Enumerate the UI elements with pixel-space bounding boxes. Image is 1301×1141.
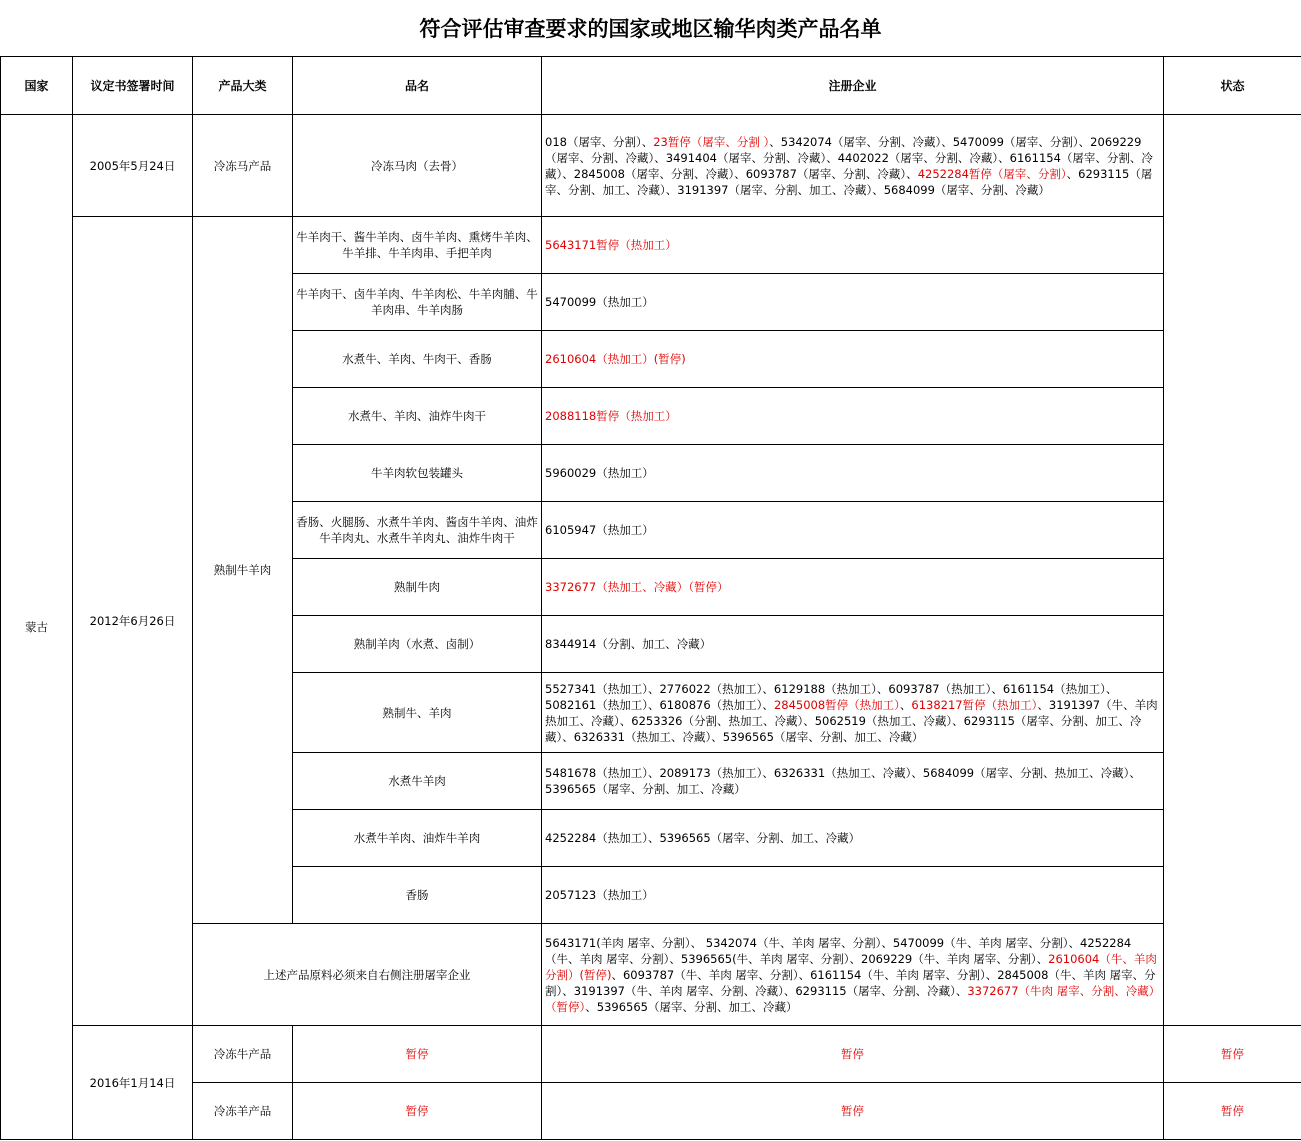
enterprise-text: 8344914（分割、加工、冷藏） bbox=[545, 637, 712, 651]
product-cell: 香肠、火腿肠、水煮牛羊肉、酱卤牛羊肉、油炸牛羊肉丸、水煮牛羊肉丸、油炸牛肉干 bbox=[293, 502, 542, 559]
enterprises-cell bbox=[542, 331, 1164, 388]
paused-enterprise-text: 2088118暂停（热加工） bbox=[545, 409, 677, 423]
table-row bbox=[1, 217, 1301, 274]
product-cell: 牛羊肉软包装罐头 bbox=[293, 445, 542, 502]
paused-enterprise-text: 23暂停（屠宰、分割 ） bbox=[653, 134, 770, 149]
table-header-row bbox=[1, 57, 1301, 115]
enterprise-text: 5470099（热加工） bbox=[545, 295, 654, 309]
paused-enterprise-text: 2610604（牛、羊肉 分割）(暂停) bbox=[545, 951, 1157, 982]
enterprise-text: 5960029（热加工） bbox=[545, 466, 654, 480]
enterprise-text: 5527341（热加工）、2776022（热加工）、6129188（热加工）、6093787（热加工）、6161154（热加工）、5082161（热加工）、6180876（热加工）、 bbox=[545, 681, 1118, 712]
product-cell: 暂停 bbox=[293, 1026, 542, 1083]
enterprise-text: 、6093787（牛、羊肉 屠宰、分割）、6161154（牛、羊肉 屠宰、分割）、2845008（牛、羊肉 屠宰、分割）、3191397（牛、羊肉 屠宰、分割、冷藏）、6293115（屠宰、分割、冷藏）、 bbox=[545, 967, 1156, 998]
category-cell: 冷冻马产品 bbox=[193, 115, 293, 217]
page-title: 符合评估审查要求的国家或地区输华肉类产品名单 bbox=[0, 0, 1301, 57]
table-row bbox=[1, 1083, 1301, 1140]
enterprises-cell bbox=[542, 673, 1164, 753]
status-cell: 暂停 bbox=[1164, 1083, 1301, 1140]
paused-enterprise-text: 2610604（热加工）(暂停) bbox=[545, 352, 686, 366]
enterprises-cell bbox=[542, 924, 1164, 1026]
enterprise-text: 、3191397（牛、羊肉 热加工、冷藏）、6253326（分割、热加工、冷藏）、5062519（热加工、冷藏）、6293115（屠宰、分割、加工、冷藏）、6326331（热加工、冷藏）、5396565（屠宰、分割、加工、冷藏） bbox=[545, 697, 1158, 744]
header-category: 产品大类 bbox=[193, 57, 293, 115]
header-status: 状态 bbox=[1164, 57, 1301, 115]
table-row bbox=[1, 1026, 1301, 1083]
signed-date-cell: 2012年6月26日 bbox=[73, 217, 193, 1026]
enterprise-text: 、6293115（屠宰、分割、加工、冷藏）、3191397（屠宰、分割、加工、冷藏）、5684099（屠宰、分割、冷藏） bbox=[545, 166, 1153, 197]
raw-material-label: 上述产品原料必须来自右侧注册屠宰企业 bbox=[193, 924, 542, 1026]
enterprise-text: 5643171(羊肉 屠宰、分割）、 5342074（牛、羊肉 屠宰、分割）、5470099（牛、羊肉 屠宰、分割）、4252284（牛、羊肉 屠宰、分割）、5396565(牛、羊肉 屠宰、分割）、2069229（牛、羊肉 屠宰、分割）、 bbox=[545, 935, 1132, 966]
product-cell: 暂停 bbox=[293, 1083, 542, 1140]
paused-enterprise-text: 4252284暂停（屠宰、分割） bbox=[917, 166, 1067, 181]
enterprises-cell bbox=[542, 217, 1164, 274]
enterprise-text: 、5396565（屠宰、分割、加工、冷藏） bbox=[585, 999, 798, 1014]
paused-enterprise-text: 3372677（牛肉 屠宰、分割、冷藏）（暂停） bbox=[545, 983, 1155, 1014]
paused-enterprise-text: 2845008暂停（热加工） bbox=[773, 697, 900, 712]
product-cell: 水煮牛、羊肉、油炸牛肉干 bbox=[293, 388, 542, 445]
product-cell: 牛羊肉干、酱牛羊肉、卤牛羊肉、熏烤牛羊肉、牛羊排、牛羊肉串、手把羊肉 bbox=[293, 217, 542, 274]
product-cell: 水煮牛羊肉 bbox=[293, 753, 542, 810]
status-cell: 暂停 bbox=[1164, 1026, 1301, 1083]
header-signed-date: 议定书签署时间 bbox=[73, 57, 193, 115]
enterprises-cell bbox=[542, 388, 1164, 445]
product-cell: 熟制牛、羊肉 bbox=[293, 673, 542, 753]
enterprises-cell: 暂停 bbox=[542, 1026, 1164, 1083]
enterprises-cell bbox=[542, 616, 1164, 673]
enterprises-cell: 暂停 bbox=[542, 1083, 1164, 1140]
enterprises-cell bbox=[542, 274, 1164, 331]
enterprise-text: 018（屠宰、分割）、 bbox=[545, 134, 654, 149]
header-enterprises: 注册企业 bbox=[542, 57, 1164, 115]
header-country: 国家 bbox=[1, 57, 73, 115]
product-cell: 熟制羊肉（水煮、卤制） bbox=[293, 616, 542, 673]
enterprise-text: 5481678（热加工）、2089173（热加工）、6326331（热加工、冷藏）、5684099（屠宰、分割、热加工、冷藏）、5396565（屠宰、分割、加工、冷藏） bbox=[545, 766, 1141, 796]
enterprise-text: 、 bbox=[899, 697, 912, 712]
enterprises-cell bbox=[542, 115, 1164, 217]
product-cell: 牛羊肉干、卤牛羊肉、牛羊肉松、牛羊肉脯、牛羊肉串、牛羊肉肠 bbox=[293, 274, 542, 331]
category-cell: 冷冻羊产品 bbox=[193, 1083, 293, 1140]
enterprise-text: 6105947（热加工） bbox=[545, 523, 654, 537]
enterprises-cell bbox=[542, 559, 1164, 616]
enterprises-cell bbox=[542, 502, 1164, 559]
table-row bbox=[1, 115, 1301, 217]
product-list-table bbox=[0, 56, 1301, 1140]
enterprise-text: 4252284（热加工）、5396565（屠宰、分割、加工、冷藏） bbox=[545, 831, 861, 845]
enterprises-cell bbox=[542, 753, 1164, 810]
paused-enterprise-text: 3372677（热加工、冷藏）（暂停） bbox=[545, 580, 729, 594]
category-cell: 冷冻牛产品 bbox=[193, 1026, 293, 1083]
enterprises-cell bbox=[542, 445, 1164, 502]
signed-date-cell: 2005年5月24日 bbox=[73, 115, 193, 217]
category-cell: 熟制牛羊肉 bbox=[193, 217, 293, 924]
status-cell bbox=[1164, 115, 1301, 1026]
product-cell: 熟制牛肉 bbox=[293, 559, 542, 616]
enterprises-cell bbox=[542, 867, 1164, 924]
enterprises-cell bbox=[542, 810, 1164, 867]
country-cell: 蒙古 bbox=[1, 115, 73, 1140]
product-cell: 冷冻马肉（去骨） bbox=[293, 115, 542, 217]
enterprise-text: 、5342074（屠宰、分割、冷藏）、5470099（屠宰、分割）、2069229（屠宰、分割、冷藏）、3491404（屠宰、分割、冷藏）、4402022（屠宰、分割、冷藏）、6161154（屠宰、分割、冷藏）、2845008（屠宰、分割、冷藏）、6093787（屠宰、分割、冷藏）、 bbox=[545, 134, 1153, 181]
product-cell: 水煮牛羊肉、油炸牛羊肉 bbox=[293, 810, 542, 867]
paused-enterprise-text: 5643171暂停（热加工） bbox=[545, 238, 677, 252]
paused-enterprise-text: 6138217暂停（热加工） bbox=[911, 697, 1038, 712]
header-product: 品名 bbox=[293, 57, 542, 115]
enterprise-text: 2057123（热加工） bbox=[545, 888, 654, 902]
product-cell: 水煮牛、羊肉、牛肉干、香肠 bbox=[293, 331, 542, 388]
signed-date-cell: 2016年1月14日 bbox=[73, 1026, 193, 1140]
product-cell: 香肠 bbox=[293, 867, 542, 924]
raw-material-row bbox=[1, 924, 1301, 1026]
